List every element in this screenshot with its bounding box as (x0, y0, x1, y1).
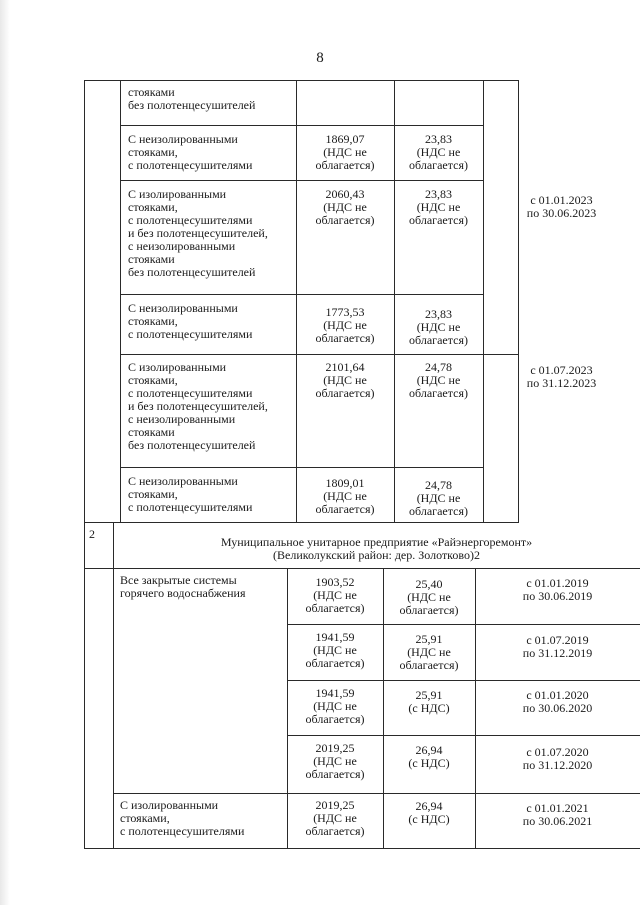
lower-row-2-component: 25,91 (с НДС) (408, 688, 450, 715)
lower-row-4-price: 2019,25 (НДС не облагается) (305, 798, 365, 838)
lower-row-0-component: 25,40 (НДС не облагается) (399, 577, 459, 617)
lower-group-1-description: Все закрытые системы горячего водоснабжения (120, 573, 246, 600)
upper-row-4-period: с 01.07.2023 по 31.12.2023 (526, 363, 597, 390)
lower-row-1-period: с 01.07.2019 по 31.12.2019 (522, 633, 593, 660)
lower-row-3-period: с 01.07.2020 по 31.12.2020 (522, 745, 593, 772)
lower-row-3-price: 2019,25 (НДС не облагается) (305, 741, 365, 781)
lower-row-2-price: 1941,59 (НДС не облагается) (305, 686, 365, 726)
lower-row-0-price: 1903,52 (НДС не облагается) (305, 575, 365, 615)
upper-row-3-component: 23,83 (НДС не облагается) (409, 307, 468, 347)
upper-row-2-period: с 01.01.2023 по 30.06.2023 (526, 193, 597, 220)
lower-row-1-component: 25,91 (НДС не облагается) (399, 632, 459, 672)
upper-row-1-description: С неизолированными стояками, с полотенцесушителями (128, 132, 253, 172)
upper-row-1-component: 23,83 (НДС не облагается) (409, 132, 468, 172)
lower-row-4-component: 26,94 (с НДС) (408, 799, 450, 826)
scan-edge-shadow (0, 0, 10, 905)
lower-row-0-period: с 01.01.2019 по 30.06.2019 (522, 576, 593, 603)
upper-row-4-component: 24,78 (НДС не облагается) (409, 360, 468, 400)
upper-row-4-price: 2101,64 (НДС не облагается) (315, 360, 375, 400)
upper-row-4-description: С изолированными стояками, с полотенцесушителями и без полотенцесушителей, с неизолированными стояками без полотенцесушителей (128, 360, 268, 452)
upper-row-3-price: 1773,53 (НДС не облагается) (315, 305, 375, 345)
upper-row-5-price: 1809,01 (НДС не облагается) (315, 476, 375, 516)
upper-row-1-price: 1869,07 (НДС не облагается) (315, 132, 375, 172)
upper-row-2-component: 23,83 (НДС не облагается) (409, 187, 468, 227)
upper-row-0-description: стояками без полотенцесушителей (128, 85, 256, 112)
lower-row-4-description: С изолированными стояками, с полотенцесушителями (120, 798, 245, 838)
upper-row-2-price: 2060,43 (НДС не облагается) (315, 187, 375, 227)
lower-row-4-period: с 01.01.2021 по 30.06.2021 (522, 801, 593, 828)
lower-row-3-component: 26,94 (с НДС) (408, 743, 450, 770)
upper-row-2-description: С изолированными стояками, с полотенцесушителями и без полотенцесушителей, с неизолированными стояками без полотенцесушителей (128, 187, 268, 279)
section-2-number: 2 (89, 527, 95, 541)
lower-row-2-period: с 01.01.2020 по 30.06.2020 (522, 688, 593, 715)
lower-row-1-price: 1941,59 (НДС не облагается) (305, 630, 365, 670)
upper-row-5-component: 24,78 (НДС не облагается) (409, 478, 468, 518)
page-number: 8 (316, 50, 324, 66)
upper-row-5-description: С неизолированными стояками, с полотенцесушителями (128, 474, 253, 514)
section-2-header: Муниципальное унитарное предприятие «Райэнергоремонт» (Великолукский район: дер. Золотково)2 (220, 535, 533, 562)
upper-row-3-description: С неизолированными стояками, с полотенцесушителями (128, 301, 253, 341)
